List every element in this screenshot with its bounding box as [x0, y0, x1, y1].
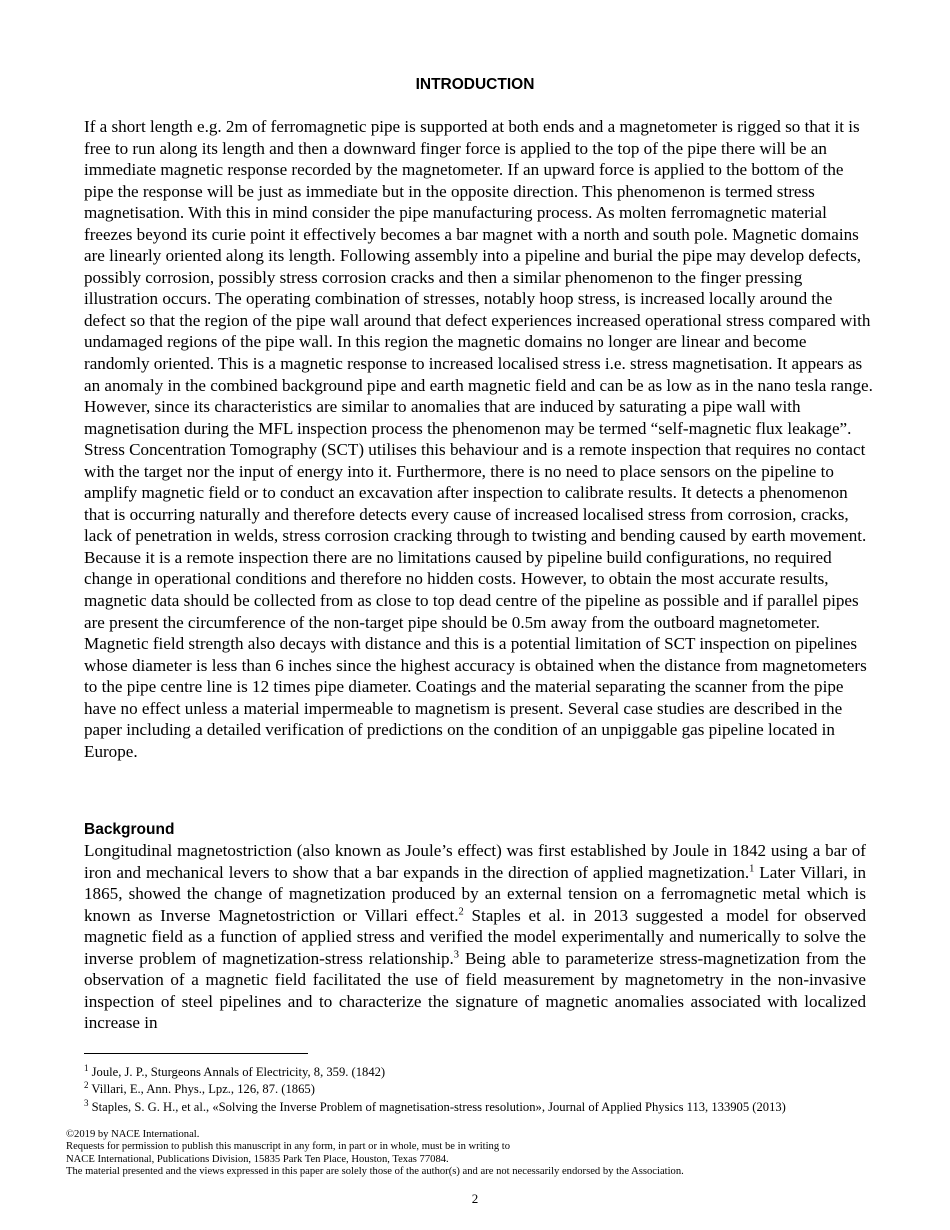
- background-text-3: Staples et al. in 2013 suggested a model for observed magnetic field as a function of applied stress and verified the model experimentally and numerically to solve the inverse problem of magnetization-stress relationship.: [84, 905, 866, 968]
- copyright-line: Requests for permission to publish this manuscript in any form, in part or in whole, must be in writing to: [66, 1141, 511, 1153]
- introduction-paragraph: If a short length e.g. 2m of ferromagnetic pipe is supported at both ends and a magnetometer is rigged so that it is free to run along its length and then a downward finger force is applied to the top of the pipe there will be an immediate magnetic response recorded by the magnetometer. If an upward force is applied to the bottom of the pipe the response will be just as immediate but in the opposite direction. This phenomenon is termed stress magnetisation. With this in mind consider the pipe manufacturing process. As molten ferromagnetic material freezes beyond its curie point it effectively becomes a bar magnet with a north and south pole. Magnetic domains are linearly oriented along its length. Following assembly into a pipeline and burial the pipe may develop defects, possibly corrosion, possibly stress corrosion cracks and then a similar phenomenon to the finger pressing illustration occurs. The operating combination of stresses, notably hoop stress, is increased locally around the defect so that the region of the pipe wall around that defect experiences increased operational stress compared with undamaged regions of the pipe wall. In this region the magnetic domains no longer are linear and become randomly oriented. This is a magnetic response to increased localised stress i.e. stress magnetisation. It appears as an anomaly in the combined background pipe and earth magnetic field and can be as low as in the nano tesla range. However, since its characteristics are similar to anomalies that are induced by saturating a pipe wall with magnetisation during the MFL inspection process the phenomenon may be termed “self-magnetic flux leakage”. Stress Concentration Tomography (SCT) utilises this behaviour and is a remote inspection that requires no contact with the target nor the input of energy into it. Furthermore, there is no need to place sensors on the pipeline to amplify magnetic field or to conduct an excavation after inspection to calibrate results. It detects a phenomenon that is occurring naturally and therefore detects every cause of increased localised stress from corrosion, cracks, lack of penetration in welds, stress corrosion cracking through to twisting and bending caused by earth movement. Because it is a remote inspection there are no limitations caused by pipeline build configurations, no required change in operational conditions and therefore no hidden costs. However, to obtain the most accurate results, magnetic data should be collected from as close to top dead centre of the pipeline as possible and if parallel pipes are present the circumference of the non-target pipe should be 0.5m away from the outboard magnetometer. Magnetic field strength also decays with distance and this is a potential limitation of SCT inspection on pipelines whose diameter is less than 6 inches since the highest accuracy is obtained when the distance from magnetometers to the pipe centre line is 12 times pipe diameter. Coatings and the material separating the scanner from the pipe have no effect unless a material impermeable to magnetism is present. Several case studies are described in the paper including a detailed verification of predictions on the condition of an unpiggable gas pipeline located in Europe.: [84, 117, 873, 761]
- copyright-line: The material presented and the views expressed in this paper are solely those of the author(s) and are not necessarily endorsed by the Association.: [66, 1166, 684, 1178]
- footnote-ref-1[interactable]: 1: [749, 862, 755, 874]
- footnotes: [84, 1064, 884, 1116]
- footnote-1: [84, 1064, 884, 1081]
- footnote-text: Villari, E., Ann. Phys., Lpz., 126, 87. (1865): [88, 1082, 315, 1097]
- background-paragraph: [84, 840, 866, 1034]
- footnote-ref-3[interactable]: 3: [453, 949, 460, 961]
- subsection-heading-background: Background: [84, 821, 175, 838]
- copyright-line: NACE International, Publications Division, 15835 Park Ten Place, Houston, Texas 77084.: [66, 1153, 449, 1165]
- footnote-ref-2[interactable]: 2: [458, 905, 464, 917]
- footnote-separator: [84, 1053, 308, 1054]
- copyright-line: ©2019 by NACE International.: [66, 1129, 200, 1140]
- footnote-number: 2: [84, 1080, 89, 1091]
- footnote-2: [84, 1081, 884, 1098]
- background-text-2: Later Villari, in 1865, showed the change of magnetization produced by an external tension on a ferromagnetic metal which is known as Inverse Magnetostriction or Villari effect.: [84, 862, 866, 925]
- page-number: 2: [471, 1191, 479, 1206]
- footnote-3: [84, 1099, 884, 1116]
- copyright-notice: [66, 1129, 926, 1179]
- footnote-text: Joule, J. P., Sturgeons Annals of Electricity, 8, 359. (1842): [88, 1065, 386, 1079]
- footnote-number: 1: [84, 1062, 89, 1073]
- background-text-4: Being able to parameterize stress-magnetization from the observation of a magnetic field facilitated the use of field measurement by magnetometry in the non-invasive inspection of steel pipelines and to characterize the signature of magnetic anomalies associated with localized increase in: [84, 948, 866, 1033]
- background-text-1: Longitudinal magnetostriction (also known as Joule’s effect) was first established by Joule in 1842 using a bar of iron and mechanical levers to show that a bar expands in the direction of applied magnetization.: [84, 841, 866, 882]
- footnote-number: 3: [84, 1097, 89, 1108]
- footnote-text: Staples, S. G. H., et al., «Solving the Inverse Problem of magnetisation-stress resolution», Journal of Applied Physics 113, 133905 (2013): [88, 1099, 786, 1114]
- section-heading-introduction: INTRODUCTION: [415, 76, 535, 93]
